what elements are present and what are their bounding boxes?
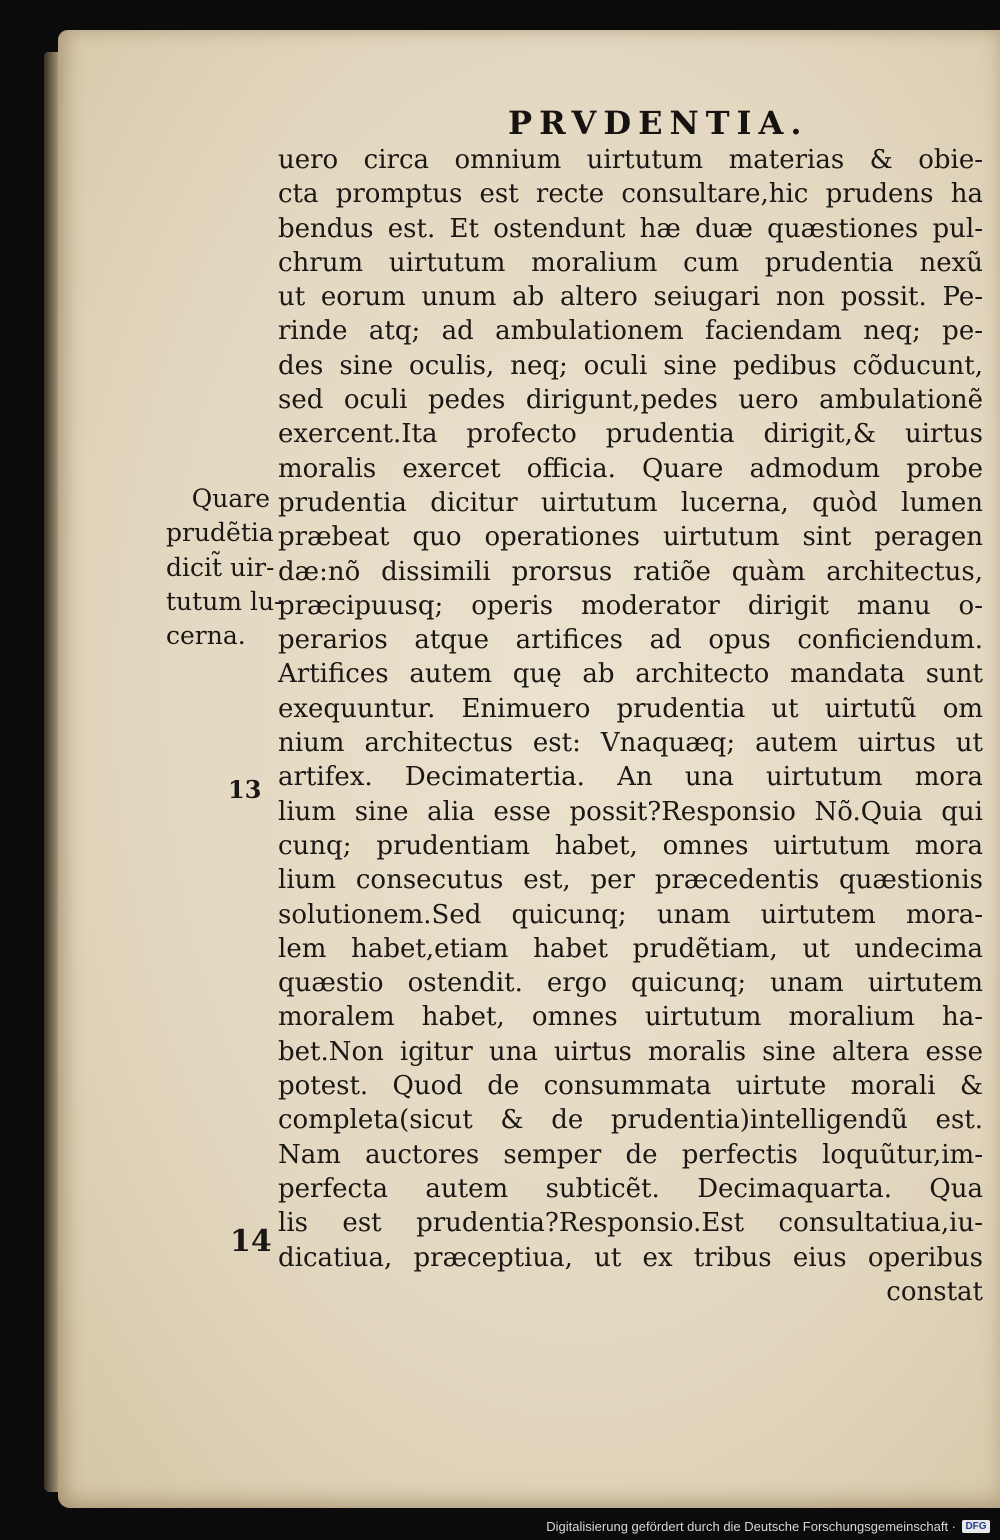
footer-credit: Digitalisierung gefördert durch die Deutsche Forschungsgemeinschaft · [546, 1518, 956, 1534]
running-head: PRVDENTIA. [508, 104, 809, 142]
text-line: lium sine alia esse possit?Responsio Nõ.Quia qui [278, 796, 983, 827]
text-line: solutionem.Sed quicunq; unam uirtutem mora- [278, 899, 983, 930]
text-line: bendus est. Et ostendunt hæ duæ quæstiones pul- [278, 213, 983, 244]
text-line: constat [886, 1276, 983, 1307]
text-line: nium architectus est: Vnaquæq; autem uirtus ut [278, 728, 983, 759]
book-page [58, 30, 1000, 1508]
text-line: exequuntur. Enimuero prudentia ut uirtutũ om [278, 693, 983, 724]
footer [0, 1512, 1000, 1540]
text-line: uero circa omnium uirtutum materias & obie- [278, 145, 983, 175]
margin-note-line: prudẽtia [166, 518, 274, 548]
text-line: moralis exercet officia. Quare admodum probe [278, 453, 983, 484]
text-line: dicatiua, præceptiua, ut ex tribus eius operibus [278, 1242, 983, 1273]
margin-note-line: dicit̃ uir- [166, 552, 275, 582]
text-line: perfecta autem subticẽt. Decimaquarta. Qua [278, 1173, 983, 1204]
text-line: præbeat quo operationes uirtutum sint peragen [278, 522, 983, 553]
dfg-logo-icon: DFG [962, 1520, 990, 1533]
text-line: sed oculi pedes dirigunt,pedes uero ambulationẽ [278, 385, 983, 416]
text-line: artifex. Decimatertia. An una uirtutum mora [278, 762, 983, 793]
text-line: bet.Non igitur una uirtus moralis sine altera esse [278, 1036, 983, 1067]
text-line: præcipuusq; operis moderator dirigit manu o- [278, 590, 983, 621]
text-line: prudentia dicitur uirtutum lucerna, quòd lumen [278, 487, 983, 518]
text-line: lis est prudentia?Responsio.Est consultatiua,iu- [278, 1208, 983, 1239]
text-line: ut eorum unum ab altero seiugari non possit. Pe- [278, 282, 983, 313]
text-line: moralem habet, omnes uirtutum moralium ha- [278, 1002, 983, 1033]
text-line: quæstio ostendit. ergo quicunq; unam uirtutem [278, 968, 983, 999]
text-line: des sine oculis, neq; oculi sine pedibus cõducunt, [278, 350, 983, 381]
text-line: cta promptus est recte consultare,hic prudens ha [278, 179, 983, 210]
text-line: chrum uirtutum moralium cum prudentia nexũ [278, 247, 983, 278]
margin-note-line: Quare [191, 484, 270, 513]
text-line: lium consecutus est, per præcedentis quæstionis [278, 865, 983, 896]
text-line: cunq; prudentiam habet, omnes uirtutum mora [278, 830, 983, 861]
text-line: Artifices autem quę ab architecto mandata sunt [278, 659, 983, 690]
margin-note [166, 482, 283, 653]
section-number-13: 13 [228, 775, 262, 804]
text-line: dæ:nõ dissimili prorsus ratiõe quàm architectus, [278, 556, 983, 587]
text-line: completa(sicut & de prudentia)intelligendũ est. [278, 1105, 983, 1136]
text-line: potest. Quod de consummata uirtute morali & [278, 1071, 983, 1102]
margin-note-line: cerna. [166, 621, 246, 651]
margin-note-line: tutum lu- [166, 586, 283, 616]
body-text [278, 143, 983, 1309]
text-line: lem habet,etiam habet prudẽtiam, ut undecima [278, 933, 983, 964]
text-line: Nam auctores semper de perfectis loquũtur,im- [278, 1139, 983, 1170]
text-line: rinde atq; ad ambulationem faciendam neq; pe- [278, 316, 983, 347]
text-line: exercent.Ita profecto prudentia dirigit,& uirtus [278, 419, 983, 450]
section-number-14: 14 [230, 1224, 272, 1259]
text-line: perarios atque artifices ad opus conficiendum. [278, 625, 983, 656]
